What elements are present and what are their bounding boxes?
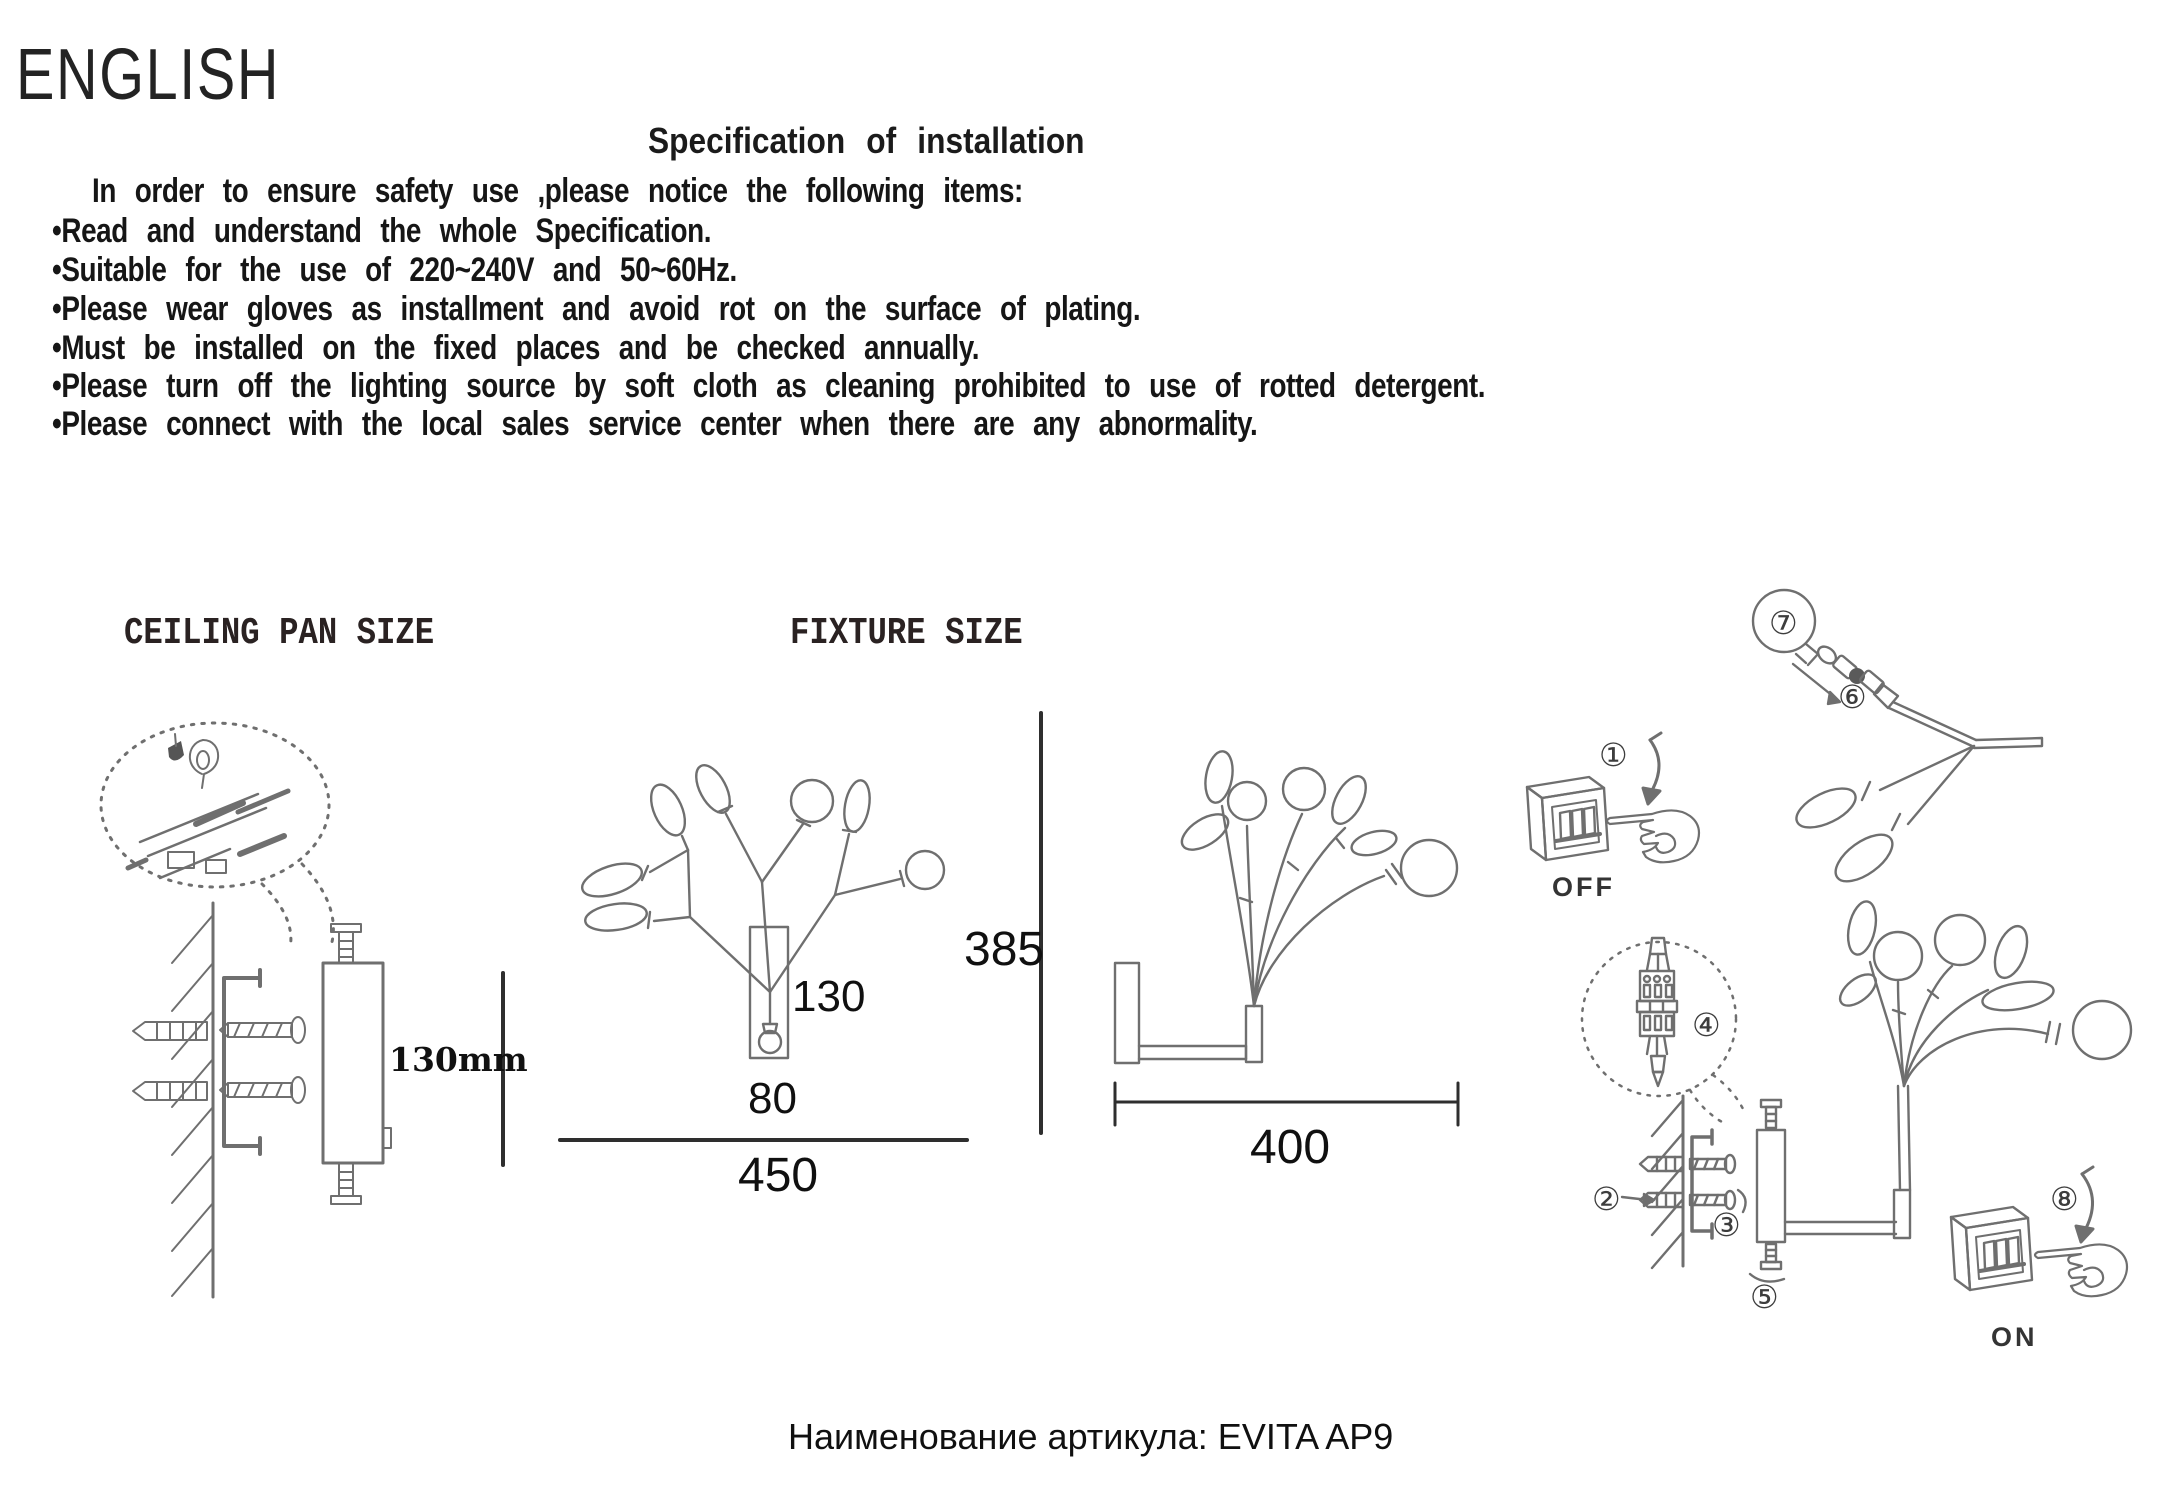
language-label: ENGLISH [16, 35, 281, 115]
insert-arrow-icon [1793, 664, 1840, 704]
leaf-bulb-icon [1791, 780, 1862, 835]
leaf-bulb-icon [689, 760, 736, 818]
anchor-screw-top [1640, 1155, 1735, 1173]
safety-bullet: •Please turn off the lighting source by soft cloth as cleaning prohibited to use of rotted detergent. [52, 367, 1486, 405]
bulb-icon [1228, 782, 1266, 820]
wall-plate-assembly [1750, 1100, 1785, 1282]
leaf-bulb-icon [644, 780, 692, 841]
front-plate-width-label: 80 [748, 1074, 797, 1123]
fixture-side-diagram [1115, 749, 1458, 1125]
step-number-5: ⑤ [1750, 1279, 1779, 1315]
bulb-icon [759, 1031, 781, 1053]
bulb-icon [1283, 768, 1325, 810]
spec-title: Specification of installation [648, 120, 1085, 161]
installation-diagram [1582, 899, 2131, 1296]
front-plate-height-label: 130 [792, 972, 866, 1021]
section-title-fixture: FIXTURE SIZE [790, 612, 1023, 655]
safety-bullet: •Please wear gloves as installment and avoid rot on the surface of plating. [52, 290, 1141, 328]
leaf-bulb-icon [578, 857, 646, 903]
bulb-icon [906, 851, 944, 889]
section-title-ceiling-pan: CEILING PAN SIZE [124, 612, 435, 655]
leaf-bulb-icon [1989, 922, 2034, 982]
lamp-on-wall [1785, 899, 2131, 1238]
safety-bullet: •Read and understand the whole Specification. [52, 212, 712, 250]
leaf-bulb-icon [1349, 826, 1399, 859]
step2-arrow-icon [1622, 1194, 1654, 1206]
leaf-bulb-icon [1202, 749, 1237, 805]
rotate-arrow-icon [1643, 733, 1661, 804]
depth-dimension-line [1115, 1083, 1458, 1125]
lamp-branches [1176, 749, 1457, 1006]
step-number-8: ⑧ [2050, 1181, 2079, 1217]
side-depth-label: 400 [1250, 1121, 1331, 1174]
wall-anchor-and-screw-bottom [133, 1077, 305, 1103]
pointing-hand-icon [2035, 1244, 2127, 1296]
bulb-icon [2073, 1001, 2131, 1059]
lamp-branches [578, 760, 944, 1053]
leaf-bulb-icon [1176, 807, 1234, 857]
bulb-icon [791, 780, 833, 822]
switch-off-label: OFF [1552, 872, 1615, 902]
leaf-bulb-icon [583, 900, 648, 934]
pointing-hand-icon [1607, 810, 1699, 862]
wall-section [1652, 1096, 1683, 1268]
step-number-2: ② [1592, 1181, 1621, 1217]
ceiling-pan-diagram [101, 723, 503, 1297]
step-number-1: ① [1599, 737, 1628, 773]
safety-bullet: •Suitable for the use of 220~240V and 50~60Hz. [52, 251, 737, 289]
front-total-width-label: 450 [738, 1149, 819, 1202]
step-number-6: ⑥ [1838, 679, 1867, 715]
plate-height-label: 130mm [389, 1040, 528, 1079]
bulb-icon [1935, 915, 1985, 965]
hardware-callout-bubble [101, 723, 333, 948]
step-number-7: ⑦ [1769, 605, 1798, 641]
leaf-bulb-icon [1828, 826, 1900, 891]
leaf-bulb-icon [1980, 977, 2055, 1015]
on-switch-diagram [1951, 1167, 2127, 1296]
step-number-4: ④ [1692, 1007, 1721, 1043]
socket-cup [1874, 684, 1898, 708]
switch-on-label: ON [1991, 1322, 2038, 1352]
safety-bullet: •Please connect with the local sales service center when there are any abnormality. [52, 405, 1258, 443]
safety-bullet: •Must be installed on the fixed places and be checked annually. [52, 329, 980, 367]
intro-line: In order to ensure safety use ,please notice the following items: [92, 172, 1023, 210]
leaf-bulb-icon [1325, 771, 1372, 829]
ceiling-pan-plate [323, 924, 391, 1204]
mounting-bracket [1692, 1130, 1712, 1238]
wall-anchor-and-screw-top [133, 1017, 305, 1043]
mounting-bracket [224, 970, 260, 1154]
front-total-height-label: 385 [964, 923, 1045, 976]
step-number-3: ③ [1712, 1207, 1741, 1243]
article-name: Наименование артикула: EVITA AP9 [788, 1416, 1394, 1457]
wall-plate [1115, 963, 1139, 1063]
bulb-icon [1401, 840, 1457, 896]
leaf-bulb-icon [841, 778, 874, 833]
bulb-icon [1874, 932, 1922, 980]
